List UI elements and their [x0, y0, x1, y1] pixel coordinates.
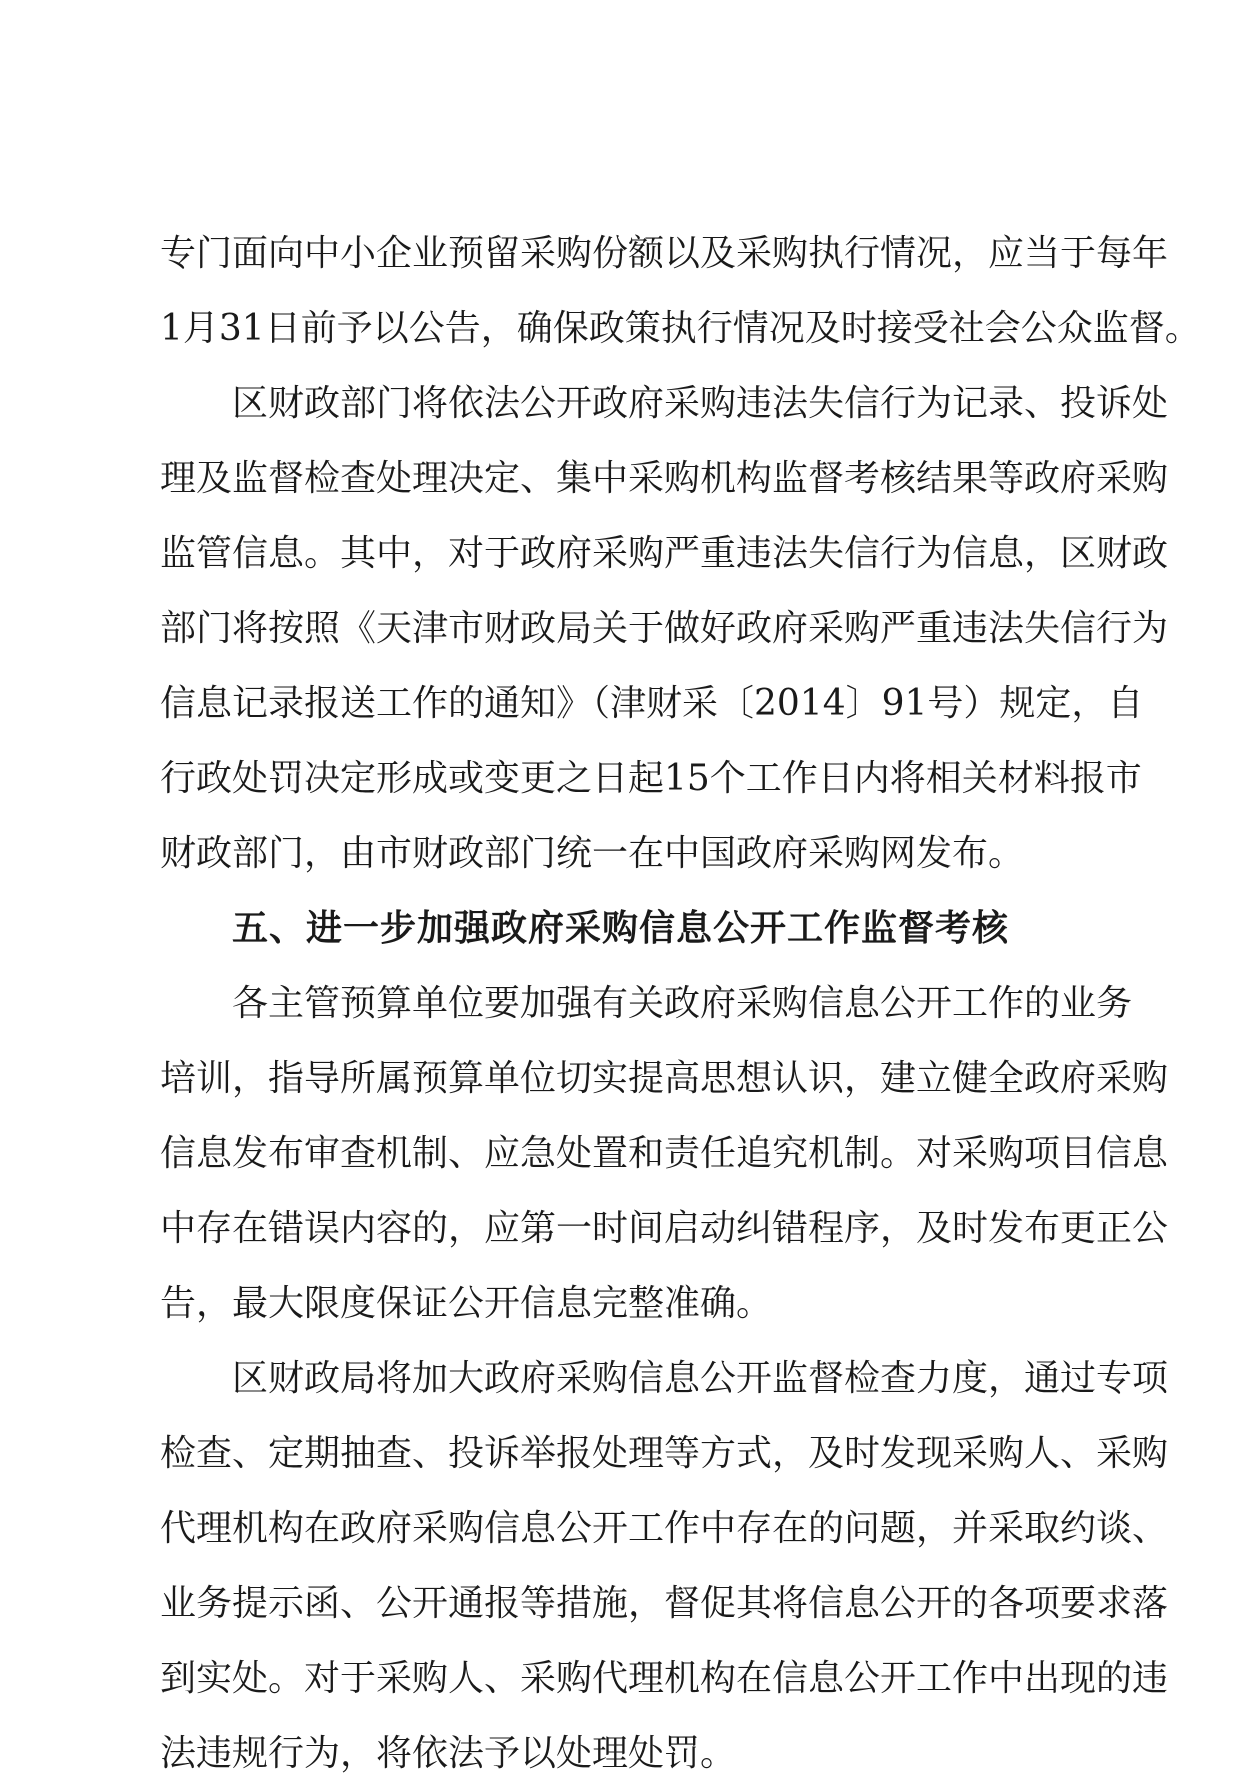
paragraph-line: 1月31日前予以公告，确保政策执行情况及时接受社会公众监督。: [160, 308, 1201, 349]
paragraph-line: 中存在错误内容的，应第一时间启动纠错程序，及时发布更正公: [160, 1208, 1169, 1249]
paragraph-line: 培训，指导所属预算单位切实提高思想认识，建立健全政府采购: [160, 1058, 1169, 1099]
paragraph-line: 监管信息。其中，对于政府采购严重违法失信行为信息，区财政: [160, 533, 1169, 574]
paragraph-line: 告，最大限度保证公开信息完整准确。: [160, 1283, 773, 1324]
paragraph-line: 各主管预算单位要加强有关政府采购信息公开工作的业务: [232, 983, 1133, 1024]
paragraph-line: 代理机构在政府采购信息公开工作中存在的问题，并采取约谈、: [160, 1508, 1169, 1549]
paragraph-line: 理及监督检查处理决定、集中采购机构监督考核结果等政府采购: [160, 458, 1169, 499]
paragraph-line: 专门面向中小企业预留采购份额以及采购执行情况，应当于每年: [160, 233, 1169, 274]
paragraph-line: 财政部门，由市财政部门统一在中国政府采购网发布。: [160, 833, 1025, 874]
paragraph-line: 检查、定期抽查、投诉举报处理等方式，及时发现采购人、采购: [160, 1433, 1169, 1474]
paragraph-line: 行政处罚决定形成或变更之日起15个工作日内将相关材料报市: [160, 758, 1142, 799]
paragraph-line: 部门将按照《天津市财政局关于做好政府采购严重违法失信行为: [160, 608, 1169, 649]
paragraph-line: 区财政部门将依法公开政府采购违法失信行为记录、投诉处: [232, 383, 1169, 424]
paragraph-line: 信息记录报送工作的通知》（津财采〔2014〕91号）规定，自: [160, 683, 1144, 724]
paragraph-line: 区财政局将加大政府采购信息公开监督检查力度，通过专项: [232, 1358, 1169, 1399]
section-heading: 五、进一步加强政府采购信息公开工作监督考核: [232, 908, 1010, 949]
paragraph-line: 信息发布审查机制、应急处置和责任追究机制。对采购项目信息: [160, 1133, 1169, 1174]
paragraph-line: 业务提示函、公开通报等措施，督促其将信息公开的各项要求落: [160, 1583, 1169, 1624]
paragraph-line: 法违规行为，将依法予以处理处罚。: [160, 1733, 737, 1774]
paragraph-line: 到实处。对于采购人、采购代理机构在信息公开工作中出现的违: [160, 1658, 1169, 1699]
